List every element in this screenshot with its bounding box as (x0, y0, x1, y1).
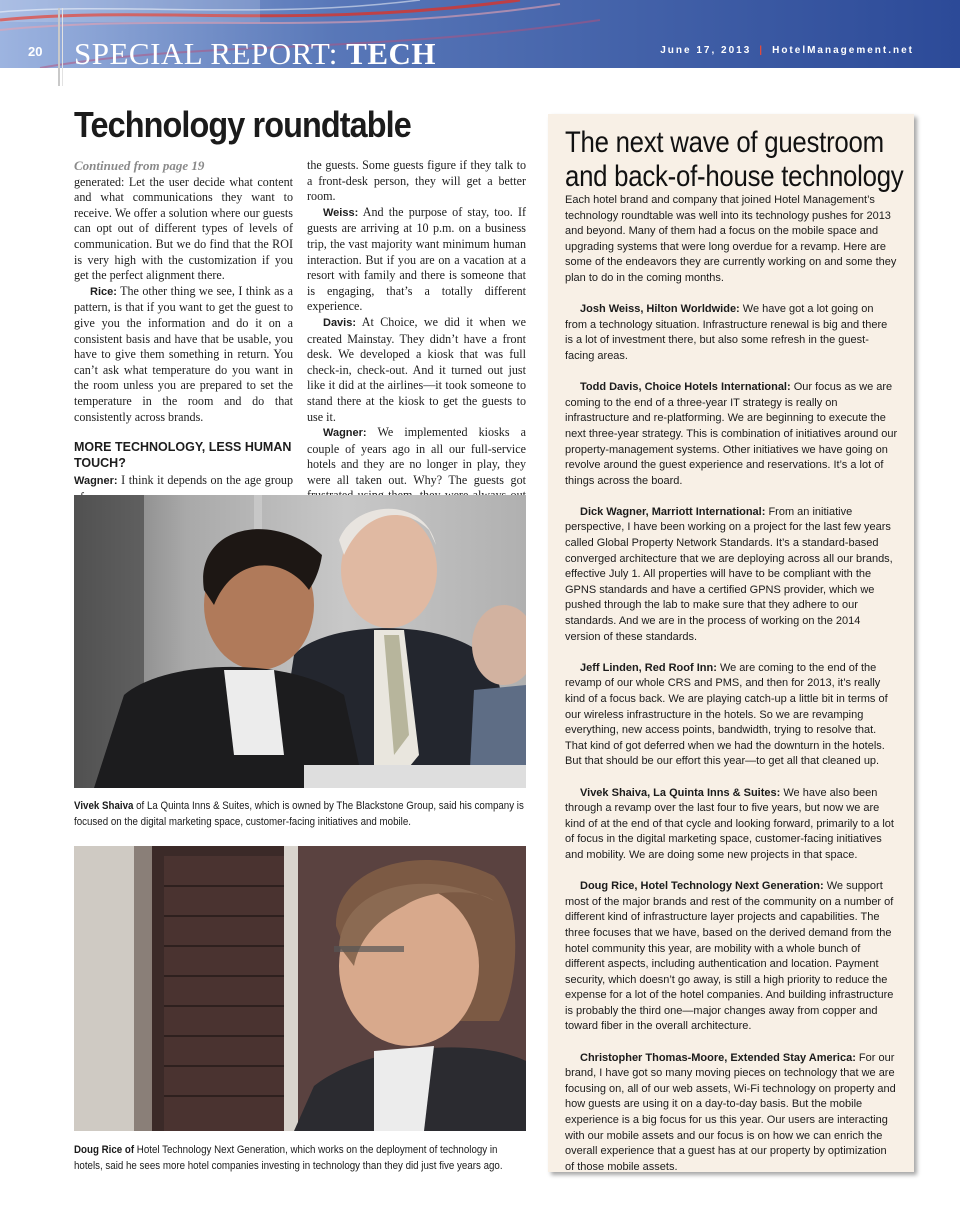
photo-2-illustration (74, 846, 526, 1131)
continued-label (74, 158, 293, 175)
speaker-name: Todd Davis, Choice Hotels International: (580, 381, 791, 394)
dateline (660, 45, 914, 56)
speaker-name: Josh Weiss, Hilton Worldwide: (580, 303, 740, 316)
speaker-name: Dick Wagner, Marriott International: (580, 505, 766, 518)
photo-vivek-shaiva (74, 495, 526, 788)
paragraph: generated: Let the user decide what content and what communications they want to receive. We offer a solution where our guests can opt out of different types of levels of communication. But we do find that the ROI is very high with the customization if you get the perfect alignment there. (74, 174, 293, 283)
photo-2-caption (74, 1143, 526, 1174)
entry-text: We support most of the major brands and rest of the community on a number of different kind of infrastructure layer projects and capabilities. The three focuses that we have, based on the derived demand from the hotel community this year, are mobility with a whole bunch of different aspects, including authentication and location. Payment security, which doesn’t go away, is still a high priority to reduce the expense for a lot of the hotel companies. And building infrastructure is probably the third one—major changes away from copper and toward fiber in the overall architecture. (565, 880, 894, 1033)
section-subhead: MORE TECHNOLOGY, LESS HUMAN TOUCH? (74, 440, 292, 471)
speaker-name: Rice: (90, 285, 117, 298)
issue-date: June 17, 2013 (660, 45, 752, 56)
header-banner (0, 0, 960, 68)
photo-1-caption (74, 799, 526, 830)
article-headline: Technology roundtable (74, 104, 411, 145)
site-name: HotelManagement.net (772, 45, 914, 56)
sidebar-entry (565, 505, 898, 645)
page-number: 20 (28, 44, 43, 59)
page-number-rule (58, 8, 60, 86)
paragraph-text: We implemented kiosks a couple of years ago in all our full-service hotels and they are no longer in play, they were all taken out. Why? The guests got (307, 425, 526, 487)
entry-text: We are coming to the end of the revamp of our whole CRS and PMS, and then for 2013, it’s really kind of a focus back. We are playing catch-up a little bit in terms of our wireless infrastructure in the hotels. So we are revamping everything, new access points, bandwidth, trying to resolve that. That kind of got deferred when we had the downturn in the hotels. But that should be our effort this year—to get all that cleaned up. (565, 661, 888, 768)
entry-text: From an initiative perspective, I have been working on a project for the last few years called Global Property Network Standards. It’s a standard-based converged architecture that we are deploying across all our brands, effective July 1. All properties will have to be compliant with the GPNS standards and have a certified GPNS provider, which we pushed through the lab to make sure that they adhere to our standards. And we are in the process of working on the 2014 version of these standards. (565, 505, 893, 643)
paragraph (307, 205, 526, 315)
continued-from: Continued from page 19 (74, 158, 205, 173)
speaker-name: Wagner: (74, 475, 118, 488)
speaker-name: Weiss: (323, 206, 359, 219)
report-topic: TECH (346, 36, 437, 68)
caption-name: Doug Rice of (74, 1144, 135, 1156)
sidebar-entry (565, 661, 898, 770)
page-number-rule-2 (62, 8, 63, 86)
speaker-name: Jeff Linden, Red Roof Inn: (580, 661, 717, 674)
sidebar-entry (565, 302, 898, 364)
entry-text: For our brand, I have got so many moving pieces on technology that we are focusing on, all of our web assets, Wi-Fi technology on property and how guests are using it on a day-to-day basis. But the mobile experience is a big focus for us this year. Our users are interacting with our mobile assets and our focus is on how we can enrich the overall experience that a guest has at our property by optimization of those mobile assets. (565, 1051, 896, 1173)
speaker-name: Christopher Thomas-Moore, Extended Stay America: (580, 1051, 856, 1064)
paragraph-text: At Choice, we did it when we created Mainstay. They didn’t have a front desk. We developed a kiosk that was full check-in, check-out. And it turned out just like it did at the airlines—it took someone to stand there at the kiosk to get the guests to use it. (307, 314, 526, 424)
sidebar-title: The next wave of guestroom and back-of-house technology (565, 126, 904, 193)
paragraph: the guests. Some guests figure if they talk to a front-desk person, they will get a better room. (307, 158, 526, 204)
photo-doug-rice (74, 846, 526, 1131)
photo-1-illustration (74, 495, 526, 788)
sidebar-entry (565, 1051, 898, 1176)
report-label: SPECIAL REPORT: (74, 36, 347, 68)
entry-text: We have also been through a revamp over the last four to five years, but now we are kind of at the end of that cycle and looking forward, primarily to a lot of focus in the digital marketing space, customer-facing initiatives and mobility. We are doing some new projects in that space. (565, 786, 894, 861)
sidebar-entry (565, 786, 898, 864)
entry-text: Our focus as we are coming to the end of a three-year IT strategy is really on infrastructure and re-platforming. We are beginning to execute the next three-year strategy. This is combination of initiatives around our property-management systems. Other initiatives we have going on revolve around the guest experience and reservations. It’s a lot of things across the board. (565, 381, 898, 487)
sidebar-entry (565, 879, 898, 1035)
speaker-name: Vivek Shaiva, La Quinta Inns & Suites: (580, 786, 781, 799)
sidebar-entry (565, 380, 898, 489)
speaker-name: Wagner: (323, 427, 367, 440)
paragraph (307, 315, 526, 425)
paragraph (74, 284, 293, 425)
sidebar-body (565, 193, 898, 1191)
paragraph-text: I think it depends on the age group (121, 473, 293, 488)
paragraph-text: And the purpose of stay, too. If guests are arriving at 10 p.m. on a business trip, the vast majority want minimum human interaction. But if you are on a vacation at a resort with family and there is someone that is engaging, that’s a totally different experience. (307, 204, 526, 314)
dateline-separator: | (759, 45, 765, 56)
speaker-name: Doug Rice, Hotel Technology Next Generation: (580, 880, 824, 893)
speaker-name: Davis: (323, 316, 357, 329)
article-column-1 (74, 158, 293, 505)
paragraph-text: The other thing we see, I think as a pattern, is that if you want to get the guest to give you the information and do it on a consistent basis and have that be usable, you have to give them something in return. You can’t ask what temperature do you want in the room unless you are prepared to set the temperature in the room and do that consistently across brands. (74, 283, 293, 424)
report-title (74, 36, 436, 68)
caption-text: Hotel Technology Next Generation, which works on the deployment of technology in hotels, said he sees more hotel companies investing in technology than they did just five years ago. (74, 1144, 503, 1172)
article-column-2 (307, 158, 526, 536)
caption-name: Vivek Shaiva (74, 800, 134, 812)
sidebar-intro: Each hotel brand and company that joined Hotel Management’s technology roundtable was well into its technology pushes for 2013 and beyond. Many of them had a focus on the mobile space and upgrading systems that were long overdue for a revamp. Here are some of the endeavors they are currently working on and some they plan to do in the coming months. (565, 194, 897, 284)
caption-text: of La Quinta Inns & Suites, which is owned by The Blackstone Group, said his company is focused on the digital marketing space, customer-facing initiatives and mobile. (74, 800, 524, 828)
entry-text: We have got a lot going on from a technology situation. Infrastructure renewal is big and there is a lot of investment there, but also some refresh in the guest-facing areas. (565, 303, 888, 362)
